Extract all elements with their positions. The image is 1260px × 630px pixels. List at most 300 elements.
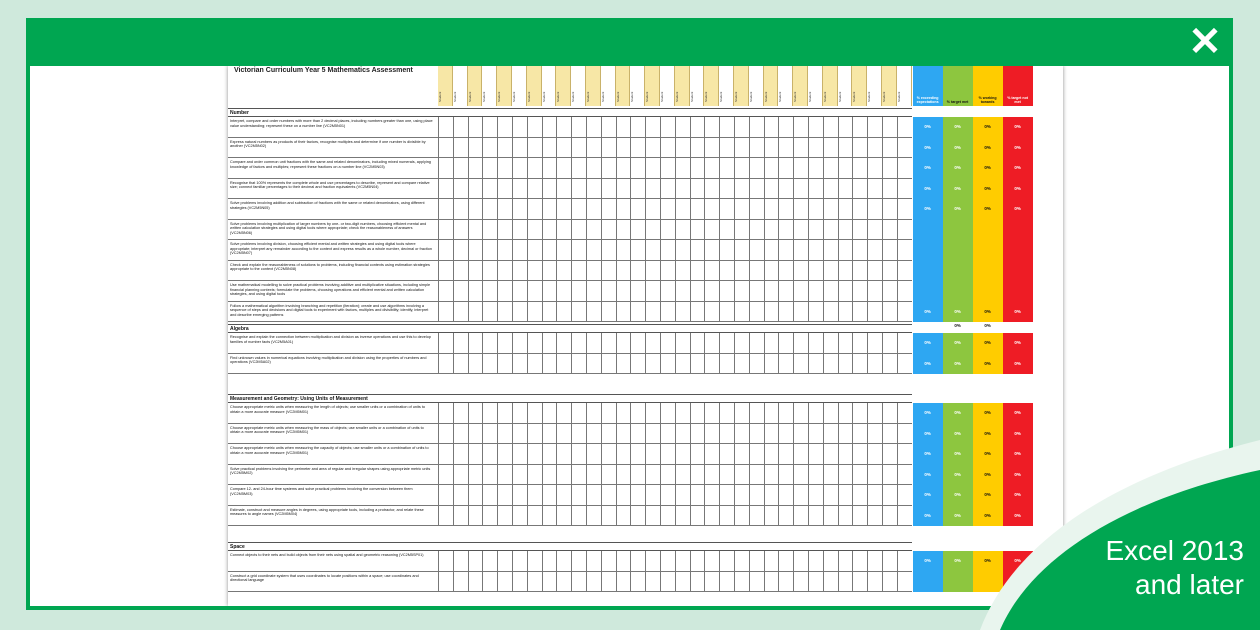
score-cell[interactable] <box>527 261 542 281</box>
score-cell[interactable] <box>897 444 912 464</box>
score-cell[interactable] <box>749 333 764 353</box>
score-cell[interactable] <box>453 424 468 444</box>
score-cell[interactable] <box>527 403 542 423</box>
score-cell[interactable] <box>571 220 586 240</box>
score-cell[interactable] <box>823 261 838 281</box>
score-cell[interactable] <box>586 281 601 301</box>
score-cell[interactable] <box>630 179 645 199</box>
score-cell[interactable] <box>497 302 512 322</box>
score-cell[interactable] <box>719 403 734 423</box>
score-cell[interactable] <box>482 424 497 444</box>
score-cell[interactable] <box>749 354 764 374</box>
score-cell[interactable] <box>749 424 764 444</box>
score-cell[interactable] <box>616 199 631 219</box>
score-cell[interactable] <box>556 485 571 505</box>
score-cell[interactable] <box>882 551 897 571</box>
score-cell[interactable] <box>793 572 808 592</box>
student-header-cell[interactable] <box>645 66 660 106</box>
score-cell[interactable] <box>690 220 705 240</box>
score-cell[interactable] <box>527 354 542 374</box>
score-cell[interactable] <box>838 444 853 464</box>
score-cell[interactable] <box>675 485 690 505</box>
score-cell[interactable] <box>438 138 453 158</box>
score-cell[interactable] <box>660 444 675 464</box>
score-cell[interactable] <box>719 572 734 592</box>
score-cell[interactable] <box>453 179 468 199</box>
score-cell[interactable] <box>734 302 749 322</box>
score-cell[interactable] <box>838 572 853 592</box>
score-cell[interactable] <box>704 403 719 423</box>
score-cell[interactable] <box>630 220 645 240</box>
score-cell[interactable] <box>630 199 645 219</box>
score-cell[interactable] <box>867 333 882 353</box>
score-cell[interactable] <box>497 117 512 137</box>
score-cell[interactable] <box>690 354 705 374</box>
score-cell[interactable] <box>690 138 705 158</box>
score-cell[interactable] <box>719 485 734 505</box>
score-cell[interactable] <box>616 240 631 260</box>
score-cell[interactable] <box>823 354 838 374</box>
score-cell[interactable] <box>660 403 675 423</box>
score-cell[interactable] <box>793 240 808 260</box>
score-cell[interactable] <box>852 138 867 158</box>
score-cell[interactable] <box>468 199 483 219</box>
score-cell[interactable] <box>749 506 764 526</box>
score-cell[interactable] <box>601 199 616 219</box>
score-cell[interactable] <box>882 240 897 260</box>
score-cell[interactable] <box>793 424 808 444</box>
score-cell[interactable] <box>867 444 882 464</box>
score-cell[interactable] <box>897 572 912 592</box>
score-cell[interactable] <box>734 465 749 485</box>
score-cell[interactable] <box>778 220 793 240</box>
score-cell[interactable] <box>852 506 867 526</box>
score-cell[interactable] <box>793 403 808 423</box>
score-cell[interactable] <box>468 179 483 199</box>
score-cell[interactable] <box>586 465 601 485</box>
score-cell[interactable] <box>793 485 808 505</box>
score-cell[interactable] <box>586 138 601 158</box>
score-cell[interactable] <box>482 302 497 322</box>
score-cell[interactable] <box>749 281 764 301</box>
score-cell[interactable] <box>764 403 779 423</box>
score-cell[interactable] <box>453 240 468 260</box>
score-cell[interactable] <box>542 302 557 322</box>
score-cell[interactable] <box>897 117 912 137</box>
score-cell[interactable] <box>630 424 645 444</box>
score-cell[interactable] <box>675 572 690 592</box>
score-cell[interactable] <box>645 485 660 505</box>
score-cell[interactable] <box>571 158 586 178</box>
student-header-cell[interactable] <box>556 66 571 106</box>
score-cell[interactable] <box>497 261 512 281</box>
student-header-cell[interactable] <box>497 66 512 106</box>
score-cell[interactable] <box>482 485 497 505</box>
score-cell[interactable] <box>453 485 468 505</box>
score-cell[interactable] <box>497 485 512 505</box>
score-cell[interactable] <box>571 199 586 219</box>
score-cell[interactable] <box>586 240 601 260</box>
score-cell[interactable] <box>660 281 675 301</box>
score-cell[interactable] <box>497 465 512 485</box>
score-cell[interactable] <box>630 333 645 353</box>
score-cell[interactable] <box>468 158 483 178</box>
score-cell[interactable] <box>704 117 719 137</box>
score-cell[interactable] <box>749 220 764 240</box>
score-cell[interactable] <box>468 485 483 505</box>
score-cell[interactable] <box>867 240 882 260</box>
score-cell[interactable] <box>512 138 527 158</box>
score-cell[interactable] <box>630 506 645 526</box>
score-cell[interactable] <box>719 333 734 353</box>
score-cell[interactable] <box>690 179 705 199</box>
score-cell[interactable] <box>556 281 571 301</box>
score-cell[interactable] <box>438 424 453 444</box>
score-cell[interactable] <box>660 354 675 374</box>
score-cell[interactable] <box>867 220 882 240</box>
score-cell[interactable] <box>734 444 749 464</box>
score-cell[interactable] <box>675 281 690 301</box>
score-cell[interactable] <box>764 333 779 353</box>
student-header-cell[interactable] <box>482 66 497 106</box>
score-cell[interactable] <box>586 572 601 592</box>
score-cell[interactable] <box>616 179 631 199</box>
score-cell[interactable] <box>645 199 660 219</box>
score-cell[interactable] <box>778 138 793 158</box>
score-cell[interactable] <box>675 220 690 240</box>
student-header-cell[interactable] <box>719 66 734 106</box>
score-cell[interactable] <box>497 199 512 219</box>
score-cell[interactable] <box>897 281 912 301</box>
score-cell[interactable] <box>660 117 675 137</box>
score-cell[interactable] <box>793 158 808 178</box>
score-cell[interactable] <box>542 333 557 353</box>
score-cell[interactable] <box>660 199 675 219</box>
score-cell[interactable] <box>778 240 793 260</box>
score-cell[interactable] <box>630 403 645 423</box>
score-cell[interactable] <box>482 572 497 592</box>
score-cell[interactable] <box>645 506 660 526</box>
student-header-cell[interactable] <box>749 66 764 106</box>
score-cell[interactable] <box>764 572 779 592</box>
score-cell[interactable] <box>749 199 764 219</box>
score-cell[interactable] <box>527 485 542 505</box>
score-cell[interactable] <box>897 261 912 281</box>
score-cell[interactable] <box>704 354 719 374</box>
score-cell[interactable] <box>660 424 675 444</box>
score-cell[interactable] <box>586 506 601 526</box>
score-cell[interactable] <box>660 261 675 281</box>
score-cell[interactable] <box>764 261 779 281</box>
score-cell[interactable] <box>704 506 719 526</box>
score-cell[interactable] <box>616 403 631 423</box>
score-cell[interactable] <box>556 240 571 260</box>
score-cell[interactable] <box>571 117 586 137</box>
score-cell[interactable] <box>734 261 749 281</box>
score-cell[interactable] <box>808 333 823 353</box>
score-cell[interactable] <box>882 158 897 178</box>
score-cell[interactable] <box>527 333 542 353</box>
score-cell[interactable] <box>749 240 764 260</box>
score-cell[interactable] <box>438 572 453 592</box>
score-cell[interactable] <box>734 158 749 178</box>
score-cell[interactable] <box>497 444 512 464</box>
score-cell[interactable] <box>764 179 779 199</box>
score-cell[interactable] <box>630 465 645 485</box>
score-cell[interactable] <box>468 354 483 374</box>
score-cell[interactable] <box>542 281 557 301</box>
score-cell[interactable] <box>897 158 912 178</box>
score-cell[interactable] <box>882 333 897 353</box>
score-cell[interactable] <box>823 333 838 353</box>
score-cell[interactable] <box>778 199 793 219</box>
score-cell[interactable] <box>852 485 867 505</box>
score-cell[interactable] <box>512 158 527 178</box>
score-cell[interactable] <box>793 199 808 219</box>
score-cell[interactable] <box>556 506 571 526</box>
score-cell[interactable] <box>453 506 468 526</box>
score-cell[interactable] <box>497 424 512 444</box>
score-cell[interactable] <box>542 261 557 281</box>
score-cell[interactable] <box>852 220 867 240</box>
score-cell[interactable] <box>660 572 675 592</box>
score-cell[interactable] <box>675 302 690 322</box>
score-cell[interactable] <box>704 551 719 571</box>
score-cell[interactable] <box>675 403 690 423</box>
score-cell[interactable] <box>542 138 557 158</box>
score-cell[interactable] <box>704 261 719 281</box>
close-icon[interactable]: ✕ <box>1188 20 1222 64</box>
score-cell[interactable] <box>808 465 823 485</box>
score-cell[interactable] <box>778 465 793 485</box>
score-cell[interactable] <box>616 261 631 281</box>
score-cell[interactable] <box>675 117 690 137</box>
score-cell[interactable] <box>897 220 912 240</box>
score-cell[interactable] <box>778 302 793 322</box>
score-cell[interactable] <box>660 465 675 485</box>
score-cell[interactable] <box>719 281 734 301</box>
score-cell[interactable] <box>704 138 719 158</box>
score-cell[interactable] <box>675 199 690 219</box>
score-cell[interactable] <box>749 403 764 423</box>
score-cell[interactable] <box>838 138 853 158</box>
score-cell[interactable] <box>808 199 823 219</box>
score-cell[interactable] <box>764 465 779 485</box>
score-cell[interactable] <box>601 551 616 571</box>
score-cell[interactable] <box>453 354 468 374</box>
score-cell[interactable] <box>645 240 660 260</box>
score-cell[interactable] <box>852 551 867 571</box>
score-cell[interactable] <box>453 220 468 240</box>
score-cell[interactable] <box>660 506 675 526</box>
score-cell[interactable] <box>586 220 601 240</box>
score-cell[interactable] <box>482 551 497 571</box>
score-cell[interactable] <box>453 403 468 423</box>
score-cell[interactable] <box>556 465 571 485</box>
student-header-cell[interactable] <box>808 66 823 106</box>
score-cell[interactable] <box>468 220 483 240</box>
score-cell[interactable] <box>527 158 542 178</box>
score-cell[interactable] <box>660 240 675 260</box>
score-cell[interactable] <box>882 444 897 464</box>
score-cell[interactable] <box>793 138 808 158</box>
score-cell[interactable] <box>734 138 749 158</box>
score-cell[interactable] <box>808 138 823 158</box>
score-cell[interactable] <box>867 302 882 322</box>
score-cell[interactable] <box>852 302 867 322</box>
score-cell[interactable] <box>867 465 882 485</box>
score-cell[interactable] <box>808 240 823 260</box>
score-cell[interactable] <box>704 333 719 353</box>
score-cell[interactable] <box>616 485 631 505</box>
score-cell[interactable] <box>704 179 719 199</box>
score-cell[interactable] <box>468 572 483 592</box>
score-cell[interactable] <box>512 261 527 281</box>
student-header-cell[interactable] <box>852 66 867 106</box>
score-cell[interactable] <box>808 179 823 199</box>
score-cell[interactable] <box>749 117 764 137</box>
score-cell[interactable] <box>468 302 483 322</box>
score-cell[interactable] <box>823 179 838 199</box>
score-cell[interactable] <box>438 506 453 526</box>
score-cell[interactable] <box>690 485 705 505</box>
score-cell[interactable] <box>852 403 867 423</box>
score-cell[interactable] <box>764 302 779 322</box>
score-cell[interactable] <box>749 572 764 592</box>
score-cell[interactable] <box>719 261 734 281</box>
score-cell[interactable] <box>616 281 631 301</box>
score-cell[interactable] <box>542 199 557 219</box>
score-cell[interactable] <box>719 199 734 219</box>
score-cell[interactable] <box>808 281 823 301</box>
score-cell[interactable] <box>734 117 749 137</box>
score-cell[interactable] <box>630 117 645 137</box>
score-cell[interactable] <box>852 444 867 464</box>
score-cell[interactable] <box>630 261 645 281</box>
score-cell[interactable] <box>778 179 793 199</box>
score-cell[interactable] <box>897 465 912 485</box>
score-cell[interactable] <box>468 403 483 423</box>
score-cell[interactable] <box>734 572 749 592</box>
score-cell[interactable] <box>453 199 468 219</box>
score-cell[interactable] <box>823 572 838 592</box>
score-cell[interactable] <box>630 572 645 592</box>
score-cell[interactable] <box>808 403 823 423</box>
score-cell[interactable] <box>882 302 897 322</box>
score-cell[interactable] <box>704 199 719 219</box>
score-cell[interactable] <box>468 506 483 526</box>
score-cell[interactable] <box>630 302 645 322</box>
score-cell[interactable] <box>482 444 497 464</box>
score-cell[interactable] <box>512 465 527 485</box>
score-cell[interactable] <box>793 302 808 322</box>
score-cell[interactable] <box>601 572 616 592</box>
student-header-cell[interactable] <box>793 66 808 106</box>
score-cell[interactable] <box>556 220 571 240</box>
score-cell[interactable] <box>704 240 719 260</box>
score-cell[interactable] <box>690 506 705 526</box>
student-header-cell[interactable] <box>867 66 882 106</box>
student-header-cell[interactable] <box>571 66 586 106</box>
score-cell[interactable] <box>823 465 838 485</box>
score-cell[interactable] <box>778 117 793 137</box>
score-cell[interactable] <box>645 302 660 322</box>
score-cell[interactable] <box>586 179 601 199</box>
score-cell[interactable] <box>675 261 690 281</box>
score-cell[interactable] <box>645 117 660 137</box>
score-cell[interactable] <box>882 354 897 374</box>
score-cell[interactable] <box>704 444 719 464</box>
score-cell[interactable] <box>882 261 897 281</box>
score-cell[interactable] <box>823 403 838 423</box>
score-cell[interactable] <box>897 179 912 199</box>
score-cell[interactable] <box>867 179 882 199</box>
score-cell[interactable] <box>527 572 542 592</box>
score-cell[interactable] <box>586 199 601 219</box>
score-cell[interactable] <box>645 281 660 301</box>
score-cell[interactable] <box>482 465 497 485</box>
score-cell[interactable] <box>482 333 497 353</box>
score-cell[interactable] <box>852 240 867 260</box>
score-cell[interactable] <box>852 179 867 199</box>
student-header-cell[interactable] <box>882 66 897 106</box>
score-cell[interactable] <box>630 240 645 260</box>
score-cell[interactable] <box>867 572 882 592</box>
score-cell[interactable] <box>586 354 601 374</box>
score-cell[interactable] <box>556 403 571 423</box>
student-header-cell[interactable] <box>734 66 749 106</box>
score-cell[interactable] <box>764 240 779 260</box>
score-cell[interactable] <box>867 281 882 301</box>
score-cell[interactable] <box>616 465 631 485</box>
score-cell[interactable] <box>823 302 838 322</box>
score-cell[interactable] <box>704 572 719 592</box>
score-cell[interactable] <box>764 485 779 505</box>
score-cell[interactable] <box>482 506 497 526</box>
score-cell[interactable] <box>838 485 853 505</box>
score-cell[interactable] <box>468 551 483 571</box>
score-cell[interactable] <box>690 403 705 423</box>
score-cell[interactable] <box>734 281 749 301</box>
score-cell[interactable] <box>690 158 705 178</box>
score-cell[interactable] <box>778 158 793 178</box>
score-cell[interactable] <box>690 281 705 301</box>
score-cell[interactable] <box>808 117 823 137</box>
score-cell[interactable] <box>438 302 453 322</box>
score-cell[interactable] <box>468 333 483 353</box>
score-cell[interactable] <box>542 220 557 240</box>
score-cell[interactable] <box>838 240 853 260</box>
score-cell[interactable] <box>468 444 483 464</box>
score-cell[interactable] <box>438 403 453 423</box>
score-cell[interactable] <box>897 199 912 219</box>
score-cell[interactable] <box>482 354 497 374</box>
score-cell[interactable] <box>660 220 675 240</box>
score-cell[interactable] <box>482 220 497 240</box>
score-cell[interactable] <box>897 302 912 322</box>
score-cell[interactable] <box>660 485 675 505</box>
score-cell[interactable] <box>749 302 764 322</box>
score-cell[interactable] <box>616 572 631 592</box>
score-cell[interactable] <box>482 199 497 219</box>
score-cell[interactable] <box>897 354 912 374</box>
score-cell[interactable] <box>734 551 749 571</box>
score-cell[interactable] <box>793 551 808 571</box>
score-cell[interactable] <box>838 158 853 178</box>
score-cell[interactable] <box>542 117 557 137</box>
score-cell[interactable] <box>690 551 705 571</box>
score-cell[interactable] <box>601 261 616 281</box>
